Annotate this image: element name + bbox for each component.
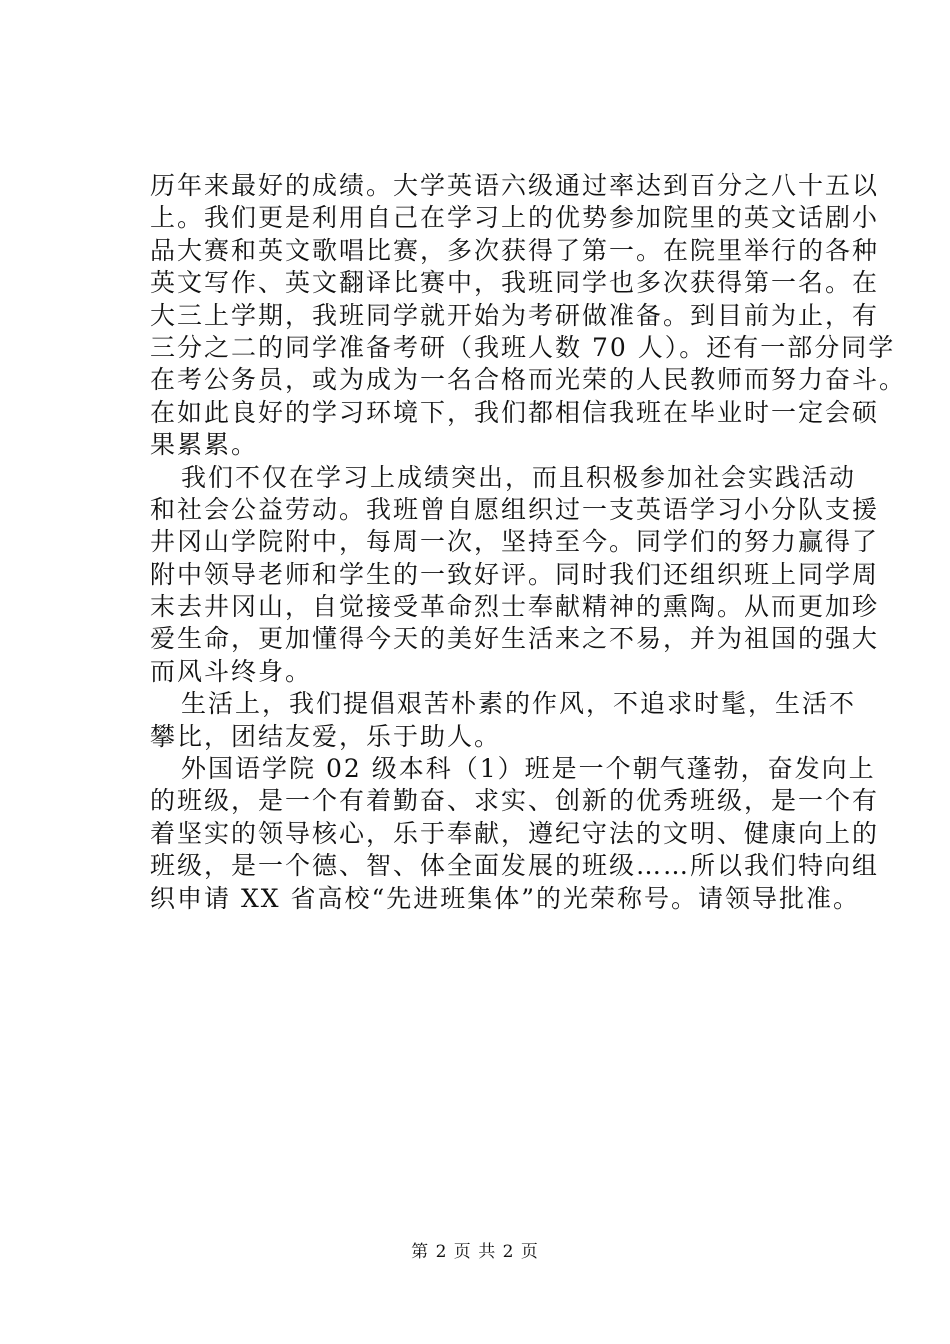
- paragraph-first-line: 外国语学院 02 级本科（1）班是一个朝气蓬勃，奋发向上: [181, 754, 876, 784]
- body-line: 爱生命，更加懂得今天的美好生活来之不易，并为祖国的强大: [150, 624, 880, 654]
- body-line: 三分之二的同学准备考研（我班人数 70 人）。还有一部分同学: [150, 332, 896, 362]
- body-line: 上。我们更是利用自己在学习上的优势参加院里的英文话剧小: [150, 203, 880, 233]
- body-line: 末去井冈山，自觉接受革命烈士奉献精神的熏陶。从而更加珍: [150, 592, 880, 622]
- body-line: 织申请 XX 省高校“先进班集体”的光荣称号。请领导批准。: [150, 883, 861, 913]
- body-line: 和社会公益劳动。我班曾自愿组织过一支英语学习小分队支援: [150, 494, 880, 524]
- body-line: 大三上学期，我班同学就开始为考研做准备。到目前为止，有: [150, 300, 880, 330]
- page-footer: 第 2 页 共 2 页: [411, 1242, 539, 1262]
- body-line: 历年来最好的成绩。大学英语六级通过率达到百分之八十五以: [150, 171, 880, 200]
- body-line: 班级，是一个德、智、体全面发展的班级……所以我们特向组: [150, 851, 880, 881]
- body-line: 着坚实的领导核心，乐于奉献，遵纪守法的文明、健康向上的: [150, 818, 880, 848]
- body-line: 井冈山学院附中，每周一次，坚持至今。同学们的努力赢得了: [150, 527, 880, 557]
- body-line: 附中领导老师和学生的一致好评。同时我们还组织班上同学周: [150, 559, 880, 589]
- body-line: 英文写作、英文翻译比赛中，我班同学也多次获得第一名。在: [150, 268, 880, 298]
- body-line: 品大赛和英文歌唱比赛，多次获得了第一。在院里举行的各种: [150, 235, 880, 265]
- body-line: 攀比，团结友爱，乐于助人。: [150, 721, 502, 751]
- body-line: 在考公务员，或为成为一名合格而光荣的人民教师而努力奋斗。: [150, 365, 907, 395]
- body-line: 在如此良好的学习环境下，我们都相信我班在毕业时一定会硕: [150, 397, 880, 427]
- paragraph-first-line: 我们不仅在学习上成绩突出，而且积极参加社会实践活动: [181, 462, 857, 492]
- body-line: 果累累。: [150, 430, 259, 460]
- paragraph-first-line: 生活上，我们提倡艰苦朴素的作风，不追求时髦，生活不: [181, 689, 857, 719]
- document-body: [150, 170, 907, 915]
- body-line: 而风斗终身。: [150, 656, 313, 686]
- body-line: 的班级，是一个有着勤奋、求实、创新的优秀班级，是一个有: [150, 786, 880, 816]
